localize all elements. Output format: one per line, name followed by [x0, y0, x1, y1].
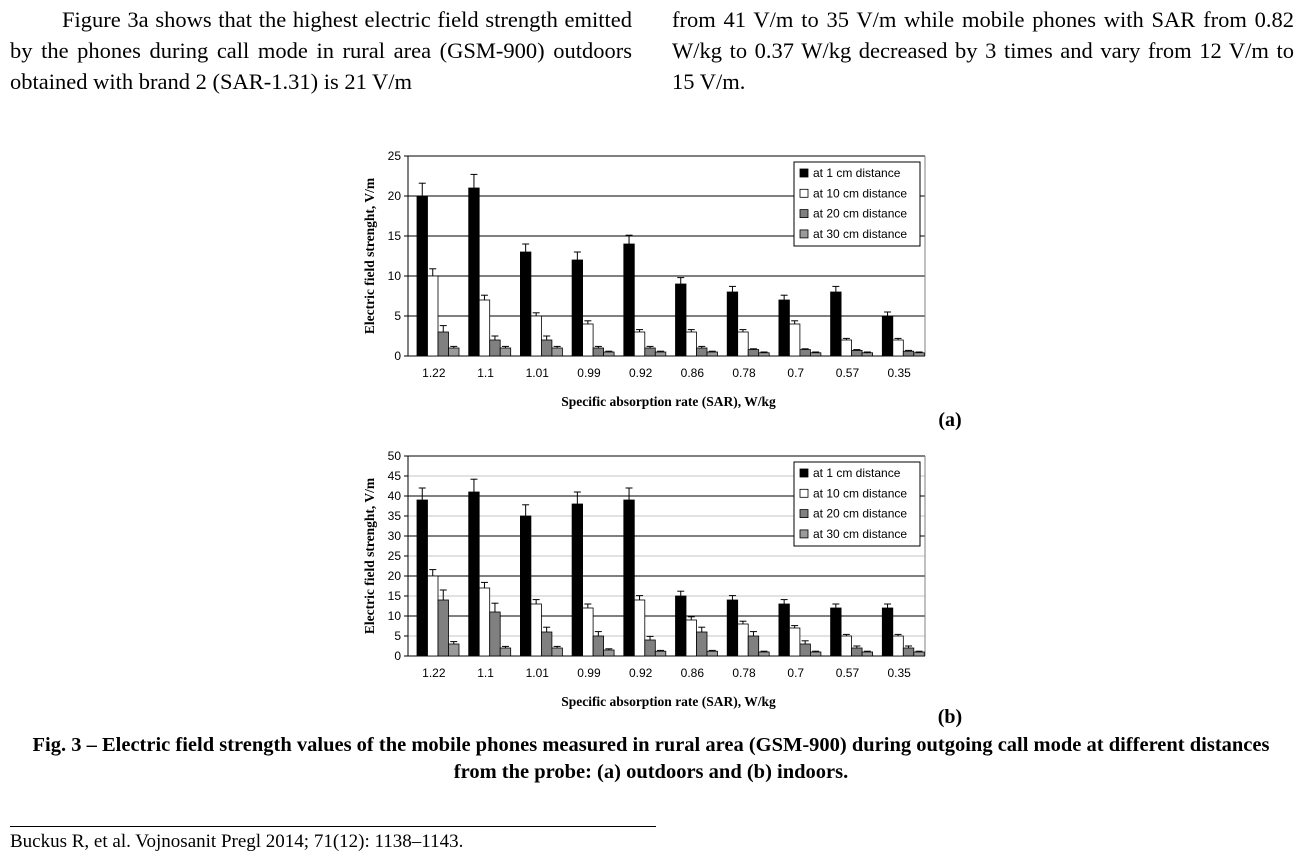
- bar: [789, 628, 800, 656]
- legend-swatch: [800, 510, 808, 518]
- y-tick-label: 0: [394, 349, 401, 363]
- y-tick-label: 35: [387, 509, 401, 523]
- bar: [449, 348, 460, 356]
- bar: [624, 244, 635, 356]
- bar: [417, 196, 428, 356]
- y-tick-label: 10: [387, 269, 401, 283]
- figure-caption: Fig. 3 – Electric field strength values of the mobile phones measured in rural area (GSM-900) during outgoing call mode at different distances from the probe: (a) outdoors and (b) indoors.: [32, 734, 1270, 783]
- bar: [759, 353, 770, 356]
- y-tick-label: 15: [387, 229, 401, 243]
- bar: [624, 500, 635, 656]
- x-tick-label: 0.7: [787, 666, 805, 680]
- y-tick-label: 0: [394, 649, 401, 663]
- y-axis-label: Electric field strenght, V/m: [362, 177, 377, 335]
- bar: [676, 596, 687, 656]
- bar: [531, 316, 542, 356]
- panel-label: (b): [937, 706, 963, 728]
- bar: [634, 600, 645, 656]
- y-tick-label: 5: [394, 629, 401, 643]
- bar: [655, 651, 666, 656]
- bar: [759, 652, 770, 656]
- bar: [831, 292, 842, 356]
- bar: [914, 353, 925, 356]
- bar: [748, 350, 759, 356]
- bar: [893, 340, 904, 356]
- bar: [841, 340, 852, 356]
- x-tick-label: 1.1: [477, 366, 494, 380]
- legend: [794, 162, 920, 246]
- legend: [794, 462, 920, 546]
- x-tick-label: 1.01: [525, 666, 549, 680]
- legend-swatch: [800, 230, 808, 238]
- x-tick-label: 0.99: [577, 666, 601, 680]
- bar: [903, 351, 914, 356]
- bar: [583, 324, 594, 356]
- bar: [738, 332, 749, 356]
- bar: [697, 632, 708, 656]
- x-tick-label: 0.99: [577, 366, 601, 380]
- bar: [707, 352, 718, 356]
- legend-swatch: [800, 210, 808, 218]
- y-tick-label: 45: [387, 469, 401, 483]
- legend-entry: at 10 cm distance: [813, 486, 908, 501]
- bar: [862, 353, 873, 356]
- y-tick-label: 30: [387, 529, 401, 543]
- bar: [738, 624, 749, 656]
- bar: [593, 348, 604, 356]
- bar: [707, 651, 718, 656]
- legend-swatch: [800, 169, 808, 177]
- bar: [449, 644, 460, 656]
- bar: [438, 332, 449, 356]
- bar: [800, 644, 811, 656]
- x-tick-label: 0.57: [835, 366, 860, 380]
- x-tick-label: 0.86: [680, 666, 705, 680]
- bar: [572, 504, 583, 656]
- x-tick-label: 1.22: [422, 366, 446, 380]
- x-axis-label: Specific absorption rate (SAR), W/kg: [561, 394, 776, 409]
- bar: [810, 652, 821, 656]
- bar: [428, 576, 439, 656]
- bar: [438, 600, 449, 656]
- body-text-left-column: [10, 4, 632, 97]
- bar: [479, 588, 490, 656]
- bar: [469, 492, 480, 656]
- bar: [417, 500, 428, 656]
- body-paragraph-left: Figure 3a shows that the highest electric field strength emitted by the phones during call mode in rural area (GSM-900) outdoors obtained with brand 2 (SAR-1.31) is 21 V/m: [10, 7, 632, 94]
- x-tick-label: 0.78: [732, 366, 756, 380]
- bar: [686, 332, 697, 356]
- bar: [852, 648, 863, 656]
- bar: [841, 636, 852, 656]
- legend-swatch: [800, 530, 808, 538]
- bar: [779, 300, 790, 356]
- y-tick-label: 50: [387, 449, 401, 463]
- y-tick-label: 25: [387, 149, 401, 163]
- x-tick-label: 1.1: [477, 666, 494, 680]
- bar: [572, 260, 583, 356]
- bar: [500, 648, 511, 656]
- bar: [520, 252, 531, 356]
- bar: [645, 640, 656, 656]
- bar: [634, 332, 645, 356]
- x-tick-label: 0.92: [628, 366, 653, 380]
- legend-entry: at 10 cm distance: [813, 186, 908, 201]
- x-tick-label: 0.86: [680, 366, 705, 380]
- x-tick-label: 0.35: [887, 666, 911, 680]
- bar: [727, 600, 738, 656]
- bar: [727, 292, 738, 356]
- y-tick-label: 15: [387, 589, 401, 603]
- legend-entry: at 20 cm distance: [813, 206, 908, 221]
- bar: [604, 352, 615, 356]
- chart-a-outdoors: [0, 140, 1302, 435]
- bar: [882, 608, 893, 656]
- x-tick-label: 0.35: [887, 366, 911, 380]
- bar: [469, 188, 480, 356]
- x-tick-label: 0.78: [732, 666, 756, 680]
- bar: [914, 652, 925, 656]
- legend-swatch: [800, 489, 808, 497]
- y-tick-label: 5: [394, 309, 401, 323]
- body-paragraph-right: from 41 V/m to 35 V/m while mobile phones with SAR from 0.82 W/kg to 0.37 W/kg decreased by 3 times and vary from 12 V/m to 15 V/m.: [672, 7, 1294, 94]
- x-tick-label: 0.57: [835, 666, 860, 680]
- footer-rule: [10, 826, 656, 827]
- bar: [531, 604, 542, 656]
- citation-footer: Buckus R, et al. Vojnosanit Pregl 2014; 71(12): 1138–1143.: [10, 831, 464, 852]
- bar: [831, 608, 842, 656]
- bar: [500, 348, 511, 356]
- legend-entry: at 30 cm distance: [813, 226, 908, 241]
- bar: [676, 284, 687, 356]
- x-tick-label: 0.7: [787, 366, 805, 380]
- bar: [697, 348, 708, 356]
- legend-swatch: [800, 189, 808, 197]
- bar: [645, 348, 656, 356]
- x-axis-label: Specific absorption rate (SAR), W/kg: [561, 694, 776, 709]
- bar: [604, 650, 615, 656]
- y-tick-label: 10: [387, 609, 401, 623]
- bar: [583, 608, 594, 656]
- bar: [593, 636, 604, 656]
- bar: [748, 636, 759, 656]
- bar: [893, 636, 904, 656]
- bar: [552, 648, 563, 656]
- bar: [520, 516, 531, 656]
- bar: [789, 324, 800, 356]
- bar: [541, 632, 552, 656]
- bar: [882, 316, 893, 356]
- legend-entry: at 1 cm distance: [813, 466, 901, 480]
- body-text-right-column: [672, 4, 1294, 97]
- bar: [810, 353, 821, 356]
- bar: [800, 350, 811, 356]
- legend-entry: at 1 cm distance: [813, 166, 901, 180]
- x-tick-label: 0.92: [628, 666, 653, 680]
- bar: [686, 620, 697, 656]
- x-tick-label: 1.22: [422, 666, 446, 680]
- y-tick-label: 20: [387, 569, 401, 583]
- legend-swatch: [800, 469, 808, 477]
- chart-b-indoors: [0, 440, 1302, 730]
- y-tick-label: 25: [387, 549, 401, 563]
- bar: [852, 350, 863, 356]
- bar: [779, 604, 790, 656]
- bar: [428, 276, 439, 356]
- panel-label: (a): [938, 409, 962, 431]
- bar: [655, 352, 666, 356]
- bar: [541, 340, 552, 356]
- bar: [490, 340, 501, 356]
- bar: [862, 652, 873, 656]
- x-tick-label: 1.01: [525, 366, 549, 380]
- bar: [490, 612, 501, 656]
- bar: [479, 300, 490, 356]
- y-axis-label: Electric field strenght, V/m: [362, 477, 377, 635]
- legend-entry: at 30 cm distance: [813, 526, 908, 541]
- bar: [903, 648, 914, 656]
- y-tick-label: 40: [387, 489, 401, 503]
- y-tick-label: 20: [387, 189, 401, 203]
- bar: [552, 348, 563, 356]
- legend-entry: at 20 cm distance: [813, 506, 908, 521]
